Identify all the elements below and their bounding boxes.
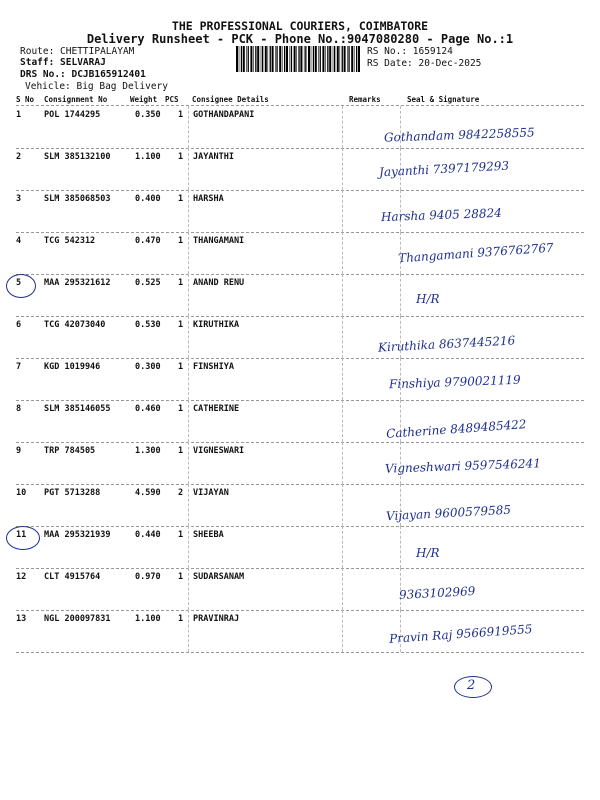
cell-weight: 4.590 <box>135 488 161 498</box>
column-divider <box>342 190 343 232</box>
cell-consignment: MAA 295321612 <box>44 278 111 288</box>
runsheet-subtitle: Delivery Runsheet - PCK - Phone No.:9047080280 - Page No.:1 <box>86 32 514 46</box>
cell-consignee: HARSHA <box>193 194 224 204</box>
cell-sno: 7 <box>16 362 22 372</box>
cell-pcs: 1 <box>178 194 184 204</box>
column-divider <box>342 316 343 358</box>
column-divider <box>188 568 189 610</box>
column-divider <box>188 526 189 568</box>
cell-weight: 0.460 <box>135 404 161 414</box>
company-title: THE PROFESSIONAL COURIERS, COIMBATORE <box>171 19 429 33</box>
cell-consignee: SHEEBA <box>193 530 224 540</box>
handwritten-signature: Harsha 9405 28824 <box>380 205 502 225</box>
cell-pcs: 1 <box>178 404 184 414</box>
handwritten-signature: Finshiya 9790021119 <box>388 372 521 392</box>
col-sno: S No <box>16 95 35 104</box>
cell-consignment: SLM 385068503 <box>44 194 111 204</box>
cell-consignment: PGT 5713288 <box>44 488 101 498</box>
cell-sno: 1 <box>16 110 22 120</box>
circle-mark-row-11 <box>6 526 40 550</box>
handwritten-signature: Vigneshwari 9597546241 <box>384 456 542 476</box>
cell-consignee: VIJAYAN <box>193 488 229 498</box>
cell-consignment: SLM 385132100 <box>44 152 111 162</box>
col-pcs: PCS <box>165 95 179 104</box>
column-divider <box>400 274 401 316</box>
cell-consignee: ANAND RENU <box>193 278 245 288</box>
column-divider <box>342 484 343 526</box>
cell-sno: 13 <box>16 614 27 624</box>
cell-sno: 6 <box>16 320 22 330</box>
cell-weight: 0.525 <box>135 278 161 288</box>
barcode <box>236 46 360 72</box>
handwritten-signature: Catherine 8489485422 <box>385 417 527 441</box>
handwritten-signature: H/R <box>416 546 440 560</box>
page-mark: 2 <box>467 678 476 693</box>
column-divider <box>188 400 189 442</box>
column-divider <box>188 610 189 652</box>
cell-pcs: 1 <box>178 110 184 120</box>
handwritten-signature: H/R <box>416 292 440 306</box>
cell-sno: 12 <box>16 572 27 582</box>
handwritten-signature: Vijayan 9600579585 <box>385 502 512 524</box>
cell-weight: 0.350 <box>135 110 161 120</box>
cell-consignee: PRAVINRAJ <box>193 614 240 624</box>
cell-consignment: TCG 542312 <box>44 236 96 246</box>
cell-sno: 2 <box>16 152 22 162</box>
handwritten-signature: Thangamani 9376762767 <box>397 240 555 266</box>
column-divider <box>188 148 189 190</box>
cell-consignee: SUDARSANAM <box>193 572 245 582</box>
cell-consignment: KGD 1019946 <box>44 362 101 372</box>
column-divider <box>342 232 343 274</box>
cell-pcs: 1 <box>178 236 184 246</box>
cell-sno: 9 <box>16 446 22 456</box>
cell-consignee: KIRUTHIKA <box>193 320 240 330</box>
column-divider <box>188 442 189 484</box>
vehicle-label: Vehicle: Big Bag Delivery <box>25 81 168 92</box>
handwritten-signature: Jayanthi 7397179293 <box>378 158 510 180</box>
column-divider <box>342 526 343 568</box>
cell-weight: 0.440 <box>135 530 161 540</box>
column-divider <box>188 232 189 274</box>
cell-consignee: JAYANTHI <box>193 152 234 162</box>
column-divider <box>188 316 189 358</box>
cell-consignment: TRP 784505 <box>44 446 96 456</box>
cell-pcs: 1 <box>178 530 184 540</box>
col-remarks: Remarks <box>349 95 381 104</box>
cell-pcs: 1 <box>178 320 184 330</box>
circle-mark-row-5 <box>6 274 36 298</box>
column-divider <box>188 106 189 148</box>
cell-consignee: GOTHANDAPANI <box>193 110 255 120</box>
col-seal-signature: Seal & Signature <box>407 95 480 104</box>
col-consignee: Consignee Details <box>192 95 269 104</box>
cell-pcs: 1 <box>178 446 184 456</box>
column-divider <box>188 190 189 232</box>
column-divider <box>342 442 343 484</box>
column-divider <box>342 610 343 652</box>
cell-sno: 3 <box>16 194 22 204</box>
cell-pcs: 1 <box>178 152 184 162</box>
cell-consignee: THANGAMANI <box>193 236 245 246</box>
col-consignment: Consignment No <box>44 95 108 104</box>
cell-consignee: VIGNESWARI <box>193 446 245 456</box>
col-weight: Weight <box>130 95 158 104</box>
cell-consignment: POL 1744295 <box>44 110 101 120</box>
column-divider <box>342 106 343 148</box>
cell-pcs: 2 <box>178 488 184 498</box>
rs-date: RS Date: 20-Dec-2025 <box>367 58 482 69</box>
cell-consignee: FINSHIYA <box>193 362 234 372</box>
cell-pcs: 1 <box>178 614 184 624</box>
cell-consignment: CLT 4915764 <box>44 572 101 582</box>
cell-weight: 0.970 <box>135 572 161 582</box>
column-divider <box>342 274 343 316</box>
staff-label: Staff: SELVARAJ <box>20 57 106 68</box>
handwritten-signature: 9363102969 <box>398 584 476 602</box>
cell-weight: 1.300 <box>135 446 161 456</box>
cell-consignment: TCG 42073040 <box>44 320 106 330</box>
cell-pcs: 1 <box>178 362 184 372</box>
route-label: Route: CHETTIPALAYAM <box>20 46 135 57</box>
cell-consignment: SLM 385146055 <box>44 404 111 414</box>
cell-consignee: CATHERINE <box>193 404 240 414</box>
handwritten-signature: Pravin Raj 9566919555 <box>388 622 533 646</box>
table-row <box>16 526 584 569</box>
cell-weight: 1.100 <box>135 614 161 624</box>
column-divider <box>188 358 189 400</box>
column-divider <box>342 568 343 610</box>
column-divider <box>188 274 189 316</box>
cell-consignment: MAA 295321939 <box>44 530 111 540</box>
rs-number: RS No.: 1659124 <box>367 46 453 57</box>
cell-sno: 8 <box>16 404 22 414</box>
cell-sno: 5 <box>16 278 22 288</box>
table-row <box>16 568 584 611</box>
handwritten-signature: Gothandam 9842258555 <box>383 125 535 145</box>
cell-sno: 10 <box>16 488 27 498</box>
cell-sno: 4 <box>16 236 22 246</box>
cell-consignment: NGL 200097831 <box>44 614 111 624</box>
cell-weight: 0.470 <box>135 236 161 246</box>
drs-number: DRS No.: DCJB165912401 <box>20 69 146 80</box>
cell-weight: 1.100 <box>135 152 161 162</box>
cell-weight: 0.530 <box>135 320 161 330</box>
column-divider <box>400 526 401 568</box>
cell-pcs: 1 <box>178 278 184 288</box>
column-divider <box>342 400 343 442</box>
cell-pcs: 1 <box>178 572 184 582</box>
cell-sno: 11 <box>16 530 27 540</box>
cell-weight: 0.400 <box>135 194 161 204</box>
cell-weight: 0.300 <box>135 362 161 372</box>
column-divider <box>342 148 343 190</box>
table-row <box>16 274 584 317</box>
column-divider <box>342 358 343 400</box>
handwritten-signature: Kiruthika 8637445216 <box>377 333 516 355</box>
column-divider <box>188 484 189 526</box>
